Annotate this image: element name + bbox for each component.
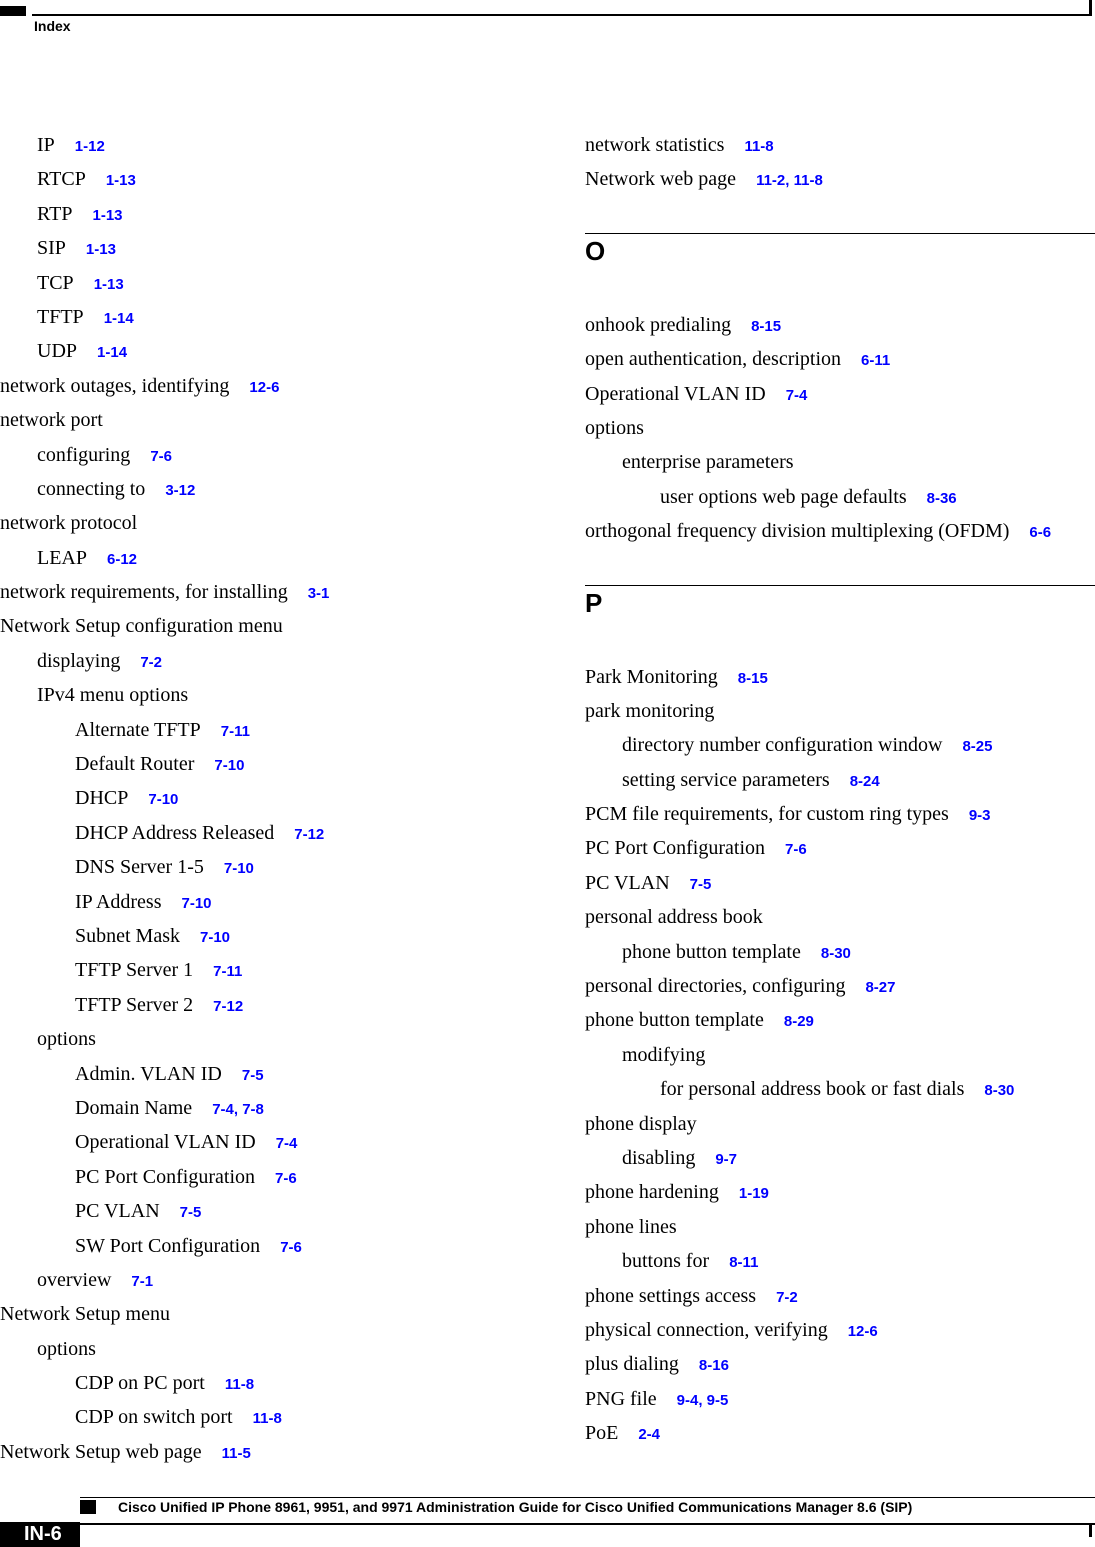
index-term: options [37,1337,96,1360]
index-term: displaying [37,649,121,672]
index-entry [0,1022,520,1056]
page-reference-link[interactable]: 7-12 [213,997,244,1015]
index-term: setting service parameters [622,768,830,791]
index-entry [0,300,520,334]
header-block [0,6,26,16]
index-term: Park Monitoring [585,665,718,688]
index-term: network requirements, for installing [0,581,288,604]
index-term: Operational VLAN ID [75,1131,256,1154]
index-entry [0,575,520,609]
index-term: TCP [37,271,74,294]
page-reference-link[interactable]: 7-10 [148,791,179,809]
index-entry [0,1057,520,1091]
index-term: IP Address [75,890,162,913]
page-reference-link[interactable]: 7-10 [181,894,212,912]
page-reference-link[interactable]: 6-12 [107,550,138,568]
index-term: modifying [622,1043,706,1066]
index-entry [585,1141,1095,1175]
page-reference-link[interactable]: 8-29 [783,1013,814,1031]
index-entry [585,128,1095,162]
index-entry [585,1244,1095,1278]
index-entry [585,660,1095,694]
index-term: DHCP Address Released [75,821,275,844]
page-reference-link[interactable]: 9-7 [715,1150,738,1168]
index-entry [0,128,520,162]
index-entry [585,445,1095,479]
page-reference-link[interactable]: 8-30 [820,944,851,962]
index-entry [0,541,520,575]
index-term: onhook predialing [585,313,732,336]
index-term: disabling [622,1146,696,1169]
index-term: overview [37,1268,112,1291]
page-reference-link[interactable]: 7-2 [776,1288,798,1306]
index-entry [0,678,520,712]
index-entry [0,988,520,1022]
index-entry [585,831,1095,865]
index-term: physical connection, verifying [585,1318,828,1341]
page-reference-link[interactable]: 7-5 [241,1066,264,1084]
index-term: UDP [37,340,78,363]
index-entry [585,935,1095,969]
header-rule [32,14,1092,16]
index-term: PNG file [585,1387,657,1410]
index-entry [0,1366,520,1400]
section-letter-heading: P [585,585,1095,660]
index-entry [0,334,520,368]
index-entry [585,1382,1095,1416]
page-reference-link[interactable]: 7-12 [294,825,325,843]
index-term: RTCP [37,168,86,191]
footer-rule [80,1523,1095,1525]
index-entry [0,438,520,472]
index-term: DHCP [75,787,129,810]
page-reference-link[interactable]: 8-27 [865,979,896,997]
index-term: open authentication, description [585,348,842,371]
index-entry [585,1175,1095,1209]
index-entry [585,480,1095,514]
index-term: LEAP [37,546,87,569]
index-term: Network Setup configuration menu [0,615,283,638]
page-reference-link[interactable]: 11-2, 11-8 [756,172,823,190]
page-reference-link[interactable]: 8-24 [849,772,880,790]
index-term: Domain Name [75,1096,193,1119]
page-reference-link[interactable]: 11-5 [221,1444,251,1462]
index-term: phone lines [585,1215,677,1238]
index-entry [585,377,1095,411]
index-term: personal directories, configuring [585,975,846,998]
index-entry [0,162,520,196]
page-reference-link[interactable]: 8-15 [751,317,782,335]
index-term: PC Port Configuration [585,837,766,860]
index-term: PC VLAN [75,1200,160,1223]
footer-rule-top [80,1497,1095,1498]
index-entry [0,850,520,884]
page-reference-link[interactable]: 1-12 [74,138,105,155]
page-reference-link[interactable]: 7-6 [785,841,807,859]
index-entry [0,1297,520,1331]
index-entry [0,197,520,231]
page-reference-link[interactable]: 7-1 [131,1272,154,1290]
index-term: network statistics [585,134,725,156]
index-term: buttons for [622,1250,710,1273]
index-term: SW Port Configuration [75,1234,261,1257]
index-entry [0,1435,520,1469]
index-term: Network Setup menu [0,1303,170,1326]
index-term: enterprise parameters [622,451,794,474]
page-reference-link[interactable]: 7-10 [223,860,254,878]
index-term: RTP [37,202,73,225]
index-term: orthogonal frequency division multiplexing (OFDM) [585,520,1010,543]
index-entry [585,763,1095,797]
index-term: Operational VLAN ID [585,382,766,405]
index-entry [585,162,1095,196]
index-entry [585,866,1095,900]
section-letter-heading: O [585,233,1095,308]
index-term: phone button template [585,1009,764,1032]
page-reference-link[interactable]: 7-4 [275,1135,298,1153]
index-entry [585,1003,1095,1037]
index-entry [585,1072,1095,1106]
index-entry [0,747,520,781]
page-reference-link[interactable]: 1-13 [92,206,123,224]
page-reference-link[interactable]: 3-12 [165,481,196,499]
index-term: PC Port Configuration [75,1165,256,1188]
page-reference-link[interactable]: 1-13 [105,172,136,190]
index-term: user options web page defaults [660,485,907,508]
section-spacer [585,549,1095,585]
page-reference-link[interactable]: 7-5 [179,1204,202,1222]
footer-block [80,1500,96,1514]
page-reference-link[interactable]: 11-8 [744,138,774,155]
index-term: PCM file requirements, for custom ring types [585,803,949,826]
index-entry [585,900,1095,934]
header-title: Index [34,18,71,34]
index-column-left [0,128,520,1469]
index-term: CDP on PC port [75,1372,205,1395]
footer-rule-end [1089,1523,1092,1537]
page-reference-link[interactable]: 1-13 [93,275,124,293]
index-term: TFTP [37,305,84,328]
index-term: park monitoring [585,699,715,722]
index-entry [0,1332,520,1366]
page-reference-link[interactable]: 7-10 [214,757,245,775]
page-reference-link[interactable]: 7-4, 7-8 [212,1100,264,1118]
page-reference-link[interactable]: 1-14 [97,344,128,362]
index-term: Network web page [585,168,737,191]
index-entry [0,472,520,506]
page-reference-link[interactable]: 7-6 [150,447,172,465]
index-entry [0,369,520,403]
page-reference-link[interactable]: 7-11 [213,963,243,981]
page-reference-link[interactable]: 6-11 [861,352,891,370]
index-term: phone hardening [585,1181,719,1204]
index-entry [585,797,1095,831]
page-reference-link[interactable]: 12-6 [847,1322,878,1340]
index-entry [0,1400,520,1434]
index-entry [0,266,520,300]
index-term: Admin. VLAN ID [75,1062,222,1085]
index-entry [585,694,1095,728]
page-reference-link[interactable]: 7-5 [689,875,712,893]
index-entry [0,953,520,987]
page-reference-link[interactable]: 1-14 [103,309,134,327]
page-number: IN-6 [0,1522,80,1547]
index-entry [0,713,520,747]
page-reference-link[interactable]: 8-11 [729,1254,759,1272]
index-column-right [585,128,1095,1451]
page-reference-link[interactable]: 8-30 [984,1082,1015,1100]
index-entry [0,1229,520,1263]
header-rule-end [1089,0,1092,16]
index-term: IPv4 menu options [37,684,189,707]
page-reference-link[interactable]: 8-16 [698,1357,729,1375]
index-term: plus dialing [585,1353,679,1376]
index-entry [0,816,520,850]
page-reference-link[interactable]: 12-6 [249,378,280,396]
index-term: network outages, identifying [0,374,230,397]
page-reference-link[interactable]: 11-8 [252,1410,282,1428]
page-reference-link[interactable]: 7-2 [140,653,163,671]
index-term: TFTP Server 2 [75,993,194,1016]
index-entry [0,1091,520,1125]
index-term: options [37,1028,96,1051]
index-entry [585,1210,1095,1244]
index-term: configuring [37,443,131,466]
page-reference-link[interactable]: 6-6 [1029,524,1052,542]
index-term: SIP [37,237,66,260]
page-reference-link[interactable]: 2-4 [638,1426,661,1444]
index-entry [585,1279,1095,1313]
index-entry [585,342,1095,376]
index-entry [0,919,520,953]
index-entry [585,411,1095,445]
index-entry [0,1263,520,1297]
page-reference-link[interactable]: 8-25 [962,738,993,756]
index-entry [585,308,1095,342]
index-entry [585,1313,1095,1347]
index-term: IP [37,134,55,156]
index-entry [585,969,1095,1003]
page-reference-link[interactable]: 8-36 [926,489,957,507]
index-term: Alternate TFTP [75,718,201,741]
index-entry [0,609,520,643]
index-entry [0,1125,520,1159]
page-reference-link[interactable]: 1-19 [738,1185,769,1203]
page-reference-link[interactable]: 7-11 [220,722,250,740]
page-reference-link[interactable]: 9-3 [968,807,991,825]
index-entry [585,1347,1095,1381]
page-reference-link[interactable]: 7-6 [275,1169,297,1187]
index-entry [0,885,520,919]
index-term: Network Setup web page [0,1440,202,1463]
index-term: PoE [585,1422,619,1445]
page-reference-link[interactable]: 7-6 [280,1238,302,1256]
index-entry [585,1107,1095,1141]
index-term: personal address book [585,906,763,929]
index-entry [585,1038,1095,1072]
index-term: network protocol [0,512,138,535]
index-entry [0,403,520,437]
index-entry [585,728,1095,762]
index-entry [0,1194,520,1228]
index-entry [585,514,1095,548]
index-entry [0,781,520,815]
index-term: connecting to [37,477,146,500]
page-reference-link[interactable]: 8-15 [737,669,768,687]
index-term: phone button template [622,940,801,963]
page-reference-link[interactable]: 7-10 [200,928,231,946]
index-term: TFTP Server 1 [75,959,194,982]
index-entry [0,1160,520,1194]
page-reference-link[interactable]: 11-8 [224,1376,255,1394]
page-reference-link[interactable]: 3-1 [307,585,330,603]
index-term: directory number configuration window [622,734,943,757]
index-entry [0,506,520,540]
page-reference-link[interactable]: 1-13 [85,241,116,259]
index-term: phone display [585,1112,697,1135]
index-term: network port [0,409,103,432]
index-term: Subnet Mask [75,924,180,947]
index-term: DNS Server 1-5 [75,856,204,879]
page-reference-link[interactable]: 7-4 [785,386,808,404]
index-term: CDP on switch port [75,1406,233,1429]
index-term: options [585,416,644,439]
index-entry [585,1416,1095,1450]
index-term: phone settings access [585,1284,757,1307]
index-term: for personal address book or fast dials [660,1078,965,1101]
section-spacer [585,197,1095,233]
index-entry [0,231,520,265]
index-term: Default Router [75,753,195,776]
footer-title: Cisco Unified IP Phone 8961, 9951, and 9971 Administration Guide for Cisco Unified Communications Manager 8.6 (SIP) [118,1499,913,1515]
index-term: PC VLAN [585,871,670,894]
page-reference-link[interactable]: 9-4, 9-5 [676,1391,729,1409]
index-entry [0,644,520,678]
